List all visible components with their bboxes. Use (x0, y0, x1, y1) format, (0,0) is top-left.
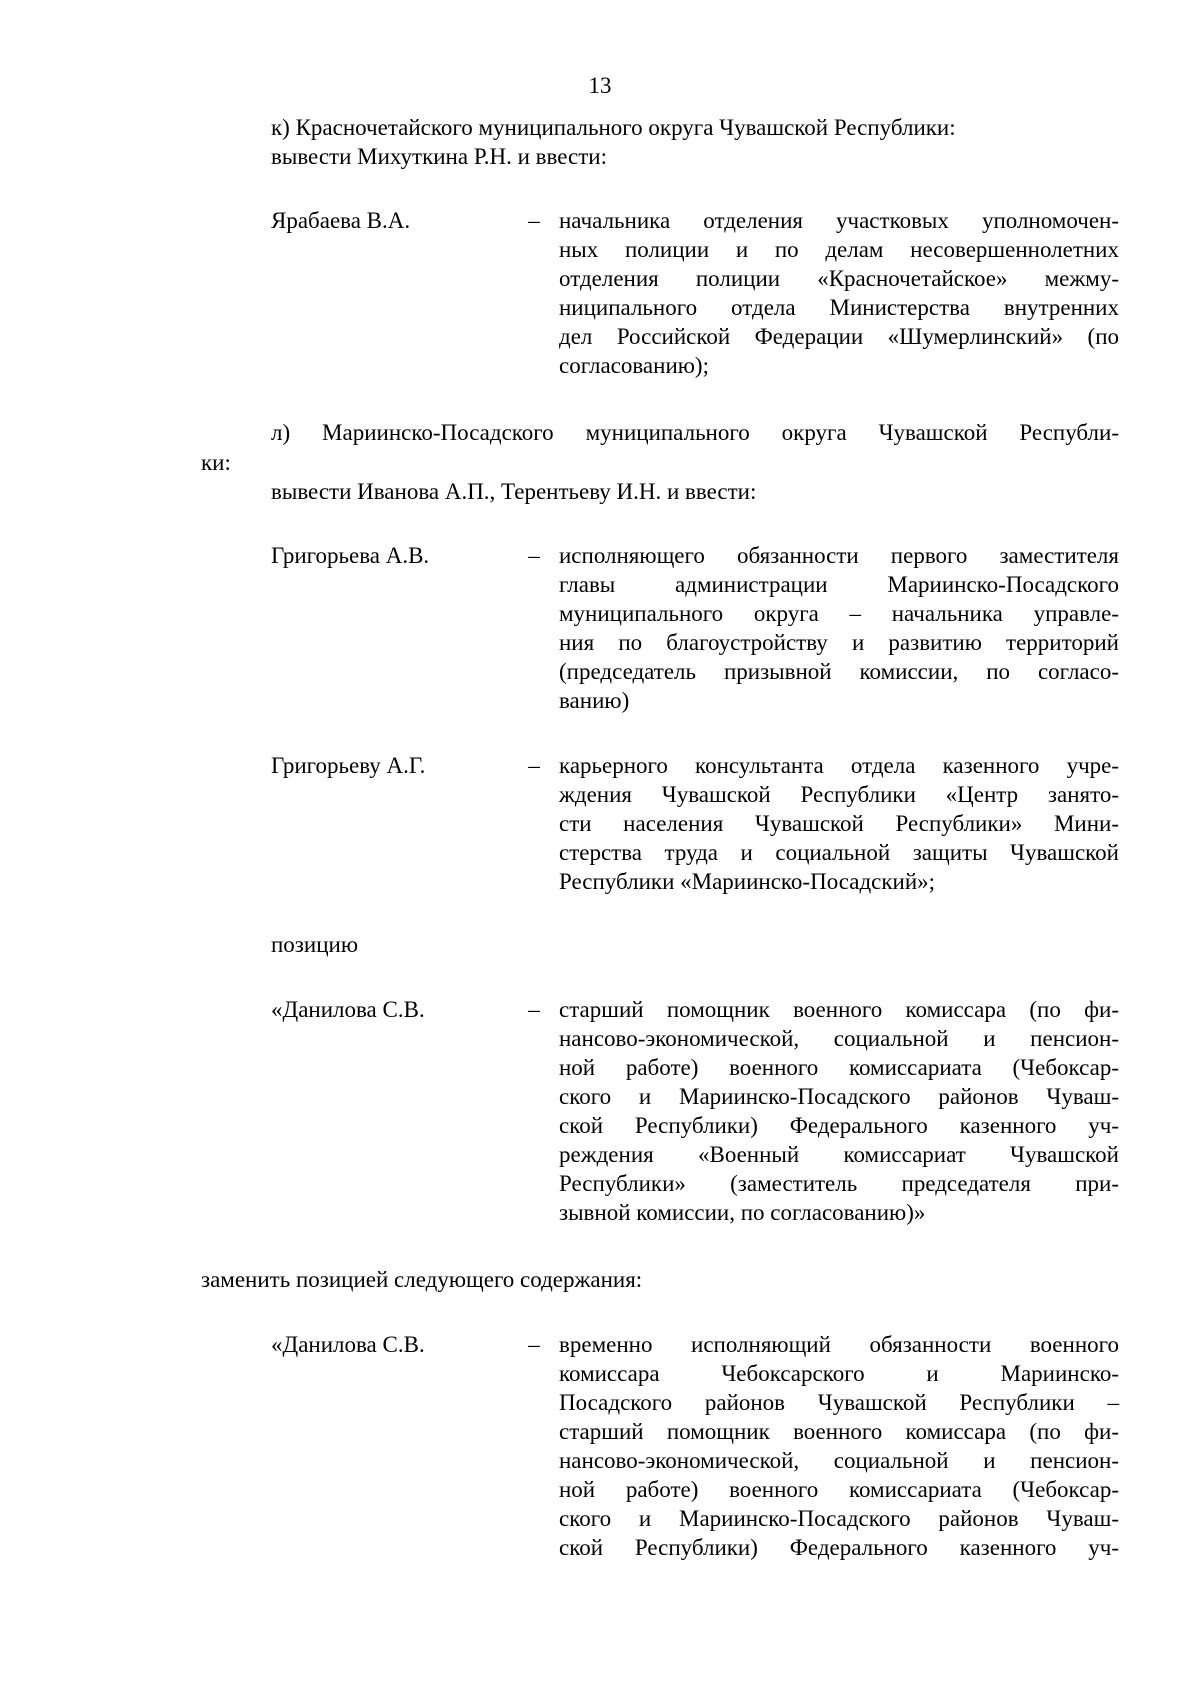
section-l-instruction: вывести Иванова А.П., Терентьеву И.Н. и ввести: (271, 479, 757, 504)
description-line: ского и Мариинско-Посадского районов Чуваш- (559, 1084, 1119, 1109)
description-line: стерства труда и социальной защиты Чувашской (559, 840, 1119, 865)
entry-name: Ярабаева В.А. (271, 208, 411, 233)
entry-description (559, 541, 1119, 715)
section-k-instruction: вывести Михуткина Р.Н. и ввести: (271, 144, 607, 169)
description-line: Республики «Мариинско-Посадский»; (559, 869, 936, 894)
page-number: 13 (588, 73, 612, 98)
description-line: старший помощник военного комиссара (по фи- (559, 997, 1119, 1022)
entry-description (559, 1330, 1119, 1562)
description-line: согласованию); (559, 353, 709, 378)
description-line: отделения полиции «Красночетайское» межму- (559, 266, 1119, 291)
description-line: ской Республики) Федерального казенного уч- (559, 1113, 1119, 1138)
section-k-heading: к) Красночетайского муниципального округа Чувашской Республики: (271, 115, 956, 140)
description-line: нансово-экономической, социальной и пенсион- (559, 1026, 1119, 1051)
section-l-heading-continuation: ки: (201, 450, 231, 475)
description-line: ных полиции и по делам несовершеннолетних (559, 237, 1119, 262)
entry-name: «Данилова С.В. (271, 1332, 425, 1357)
description-line: старший помощник военного комиссара (по фи- (559, 1419, 1119, 1444)
description-line: ванию) (559, 688, 630, 713)
entry-dash: – (528, 997, 540, 1022)
description-line: главы администрации Мариинско-Посадского (559, 572, 1119, 597)
description-line: реждения «Военный комиссариат Чувашской (559, 1142, 1119, 1167)
description-line: дел Российской Федерации «Шумерлинский» (по (559, 324, 1119, 349)
description-line: ждения Чувашской Республики «Центр занято- (559, 782, 1119, 807)
description-line: ной работе) военного комиссариата (Чебоксар- (559, 1055, 1119, 1080)
description-line: зывной комиссии, по согласованию)» (559, 1200, 926, 1225)
description-line: Республики» (заместитель председателя при- (559, 1171, 1119, 1196)
description-line: ниципального отдела Министерства внутренних (559, 295, 1119, 320)
description-line: карьерного консультанта отдела казенного учре- (559, 753, 1119, 778)
entry-description (559, 995, 1119, 1227)
description-line: ния по благоустройству и развитию территорий (559, 630, 1119, 655)
description-line: сти населения Чувашской Республики» Мини- (559, 811, 1119, 836)
position-label: позицию (271, 932, 359, 957)
description-line: начальника отделения участковых уполномочен- (559, 208, 1119, 233)
entry-dash: – (528, 208, 540, 233)
entry-name: Григорьеву А.Г. (271, 753, 426, 778)
replace-label: заменить позицией следующего содержания: (201, 1267, 643, 1292)
description-line: Посадского районов Чувашской Республики – (559, 1390, 1119, 1415)
section-l-heading: л) Мариинско-Посадского муниципального округа Чувашской Республи- (271, 420, 1119, 445)
entry-description (559, 751, 1119, 896)
description-line: исполняющего обязанности первого заместителя (559, 543, 1119, 568)
description-line: нансово-экономической, социальной и пенсион- (559, 1448, 1119, 1473)
entry-dash: – (528, 543, 540, 568)
entry-description (559, 206, 1119, 380)
description-line: комиссара Чебоксарского и Мариинско- (559, 1361, 1119, 1386)
description-line: ной работе) военного комиссариата (Чебоксар- (559, 1477, 1119, 1502)
description-line: временно исполняющий обязанности военного (559, 1332, 1119, 1357)
description-line: муниципального округа – начальника управле- (559, 601, 1119, 626)
entry-name: Григорьева А.В. (271, 543, 430, 568)
entry-dash: – (528, 753, 540, 778)
description-line: ской Республики) Федерального казенного уч- (559, 1535, 1119, 1560)
description-line: (председатель призывной комиссии, по согласо- (559, 659, 1119, 684)
entry-name: «Данилова С.В. (271, 997, 425, 1022)
entry-dash: – (528, 1332, 540, 1357)
description-line: ского и Мариинско-Посадского районов Чуваш- (559, 1506, 1119, 1531)
